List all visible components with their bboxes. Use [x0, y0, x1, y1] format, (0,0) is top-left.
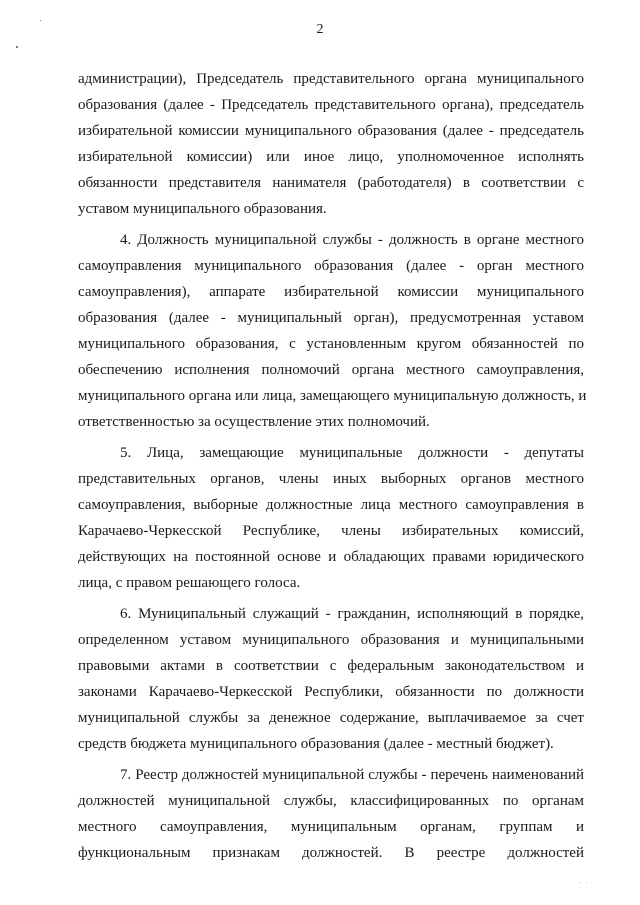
text-line: представительных органов, члены иных выборных органов местного [78, 471, 584, 487]
text-line: избирательной комиссии муниципального образования (далее - председатель [78, 123, 584, 139]
text-line: средств бюджета муниципального образования (далее - местный бюджет). [78, 736, 554, 752]
paragraph-continuation [78, 66, 584, 222]
text-line: законами Карачаево-Черкесской Республики, обязанности по должности [78, 684, 584, 700]
text-line: администрации), Председатель представительного органа муниципального [78, 71, 584, 87]
text-line: функциональным признакам должностей. В реестре должностей [78, 845, 584, 861]
text-line: муниципального образования, с установленным кругом обязанностей по [78, 336, 584, 352]
paragraph-item-6 [78, 601, 584, 757]
scan-speck [40, 20, 41, 21]
text-line: лица, с правом решающего голоса. [78, 575, 301, 591]
text-line: обеспечению исполнения полномочий органа местного самоуправления, [78, 362, 584, 378]
text-line: местного самоуправления, муниципальным органам, группам и [78, 819, 584, 835]
paragraph-item-7 [78, 762, 584, 866]
text-line: 5. Лица, замещающие муниципальные должности - депутаты [120, 445, 584, 461]
scan-speck [16, 46, 18, 48]
text-line: определенном уставом муниципального образования и муниципальными [78, 632, 584, 648]
paragraph-item-4 [78, 227, 587, 435]
text-line: правовыми актами в соответствии с федеральным законодательством и [78, 658, 584, 674]
text-line: самоуправления, выборные должностные лица местного самоуправления в [78, 497, 584, 513]
text-line: избирательной комиссии) или иное лицо, уполномоченное исполнять [78, 149, 584, 165]
paragraph-item-5 [78, 440, 584, 596]
text-line: Карачаево-Черкесской Республике, члены избирательных комиссий, [78, 523, 584, 539]
scan-speck [580, 882, 581, 883]
text-line: должностей муниципальной службы, классифицированных по органам [78, 793, 584, 809]
text-line: самоуправления), аппарате избирательной комиссии муниципального [78, 284, 584, 300]
text-line: муниципальной службы за денежное содержание, выплачиваемое за счет [78, 710, 584, 726]
document-body [78, 66, 587, 866]
text-line: самоуправления муниципального образования (далее - орган местного [78, 258, 584, 274]
text-line: 6. Муниципальный служащий - гражданин, исполняющий в порядке, [120, 606, 584, 622]
text-line: обязанности представителя нанимателя (работодателя) в соответствии с [78, 175, 584, 191]
page-number: 2 [316, 22, 324, 37]
scan-speck [586, 882, 587, 883]
text-line: образования (далее - муниципальный орган), предусмотренная уставом [78, 310, 584, 326]
text-line: образования (далее - Председатель представительного органа), председатель [78, 97, 584, 113]
text-line: уставом муниципального образования. [78, 201, 327, 217]
text-line: муниципального органа или лица, замещающего муниципальную должность, и [78, 388, 587, 404]
text-line: 4. Должность муниципальной службы - должность в органе местного [120, 232, 584, 248]
text-line: 7. Реестр должностей муниципальной службы - перечень наименований [120, 767, 584, 783]
text-line: ответственностью за осуществление этих полномочий. [78, 414, 430, 430]
text-line: действующих на постоянной основе и обладающих правами юридического [78, 549, 584, 565]
